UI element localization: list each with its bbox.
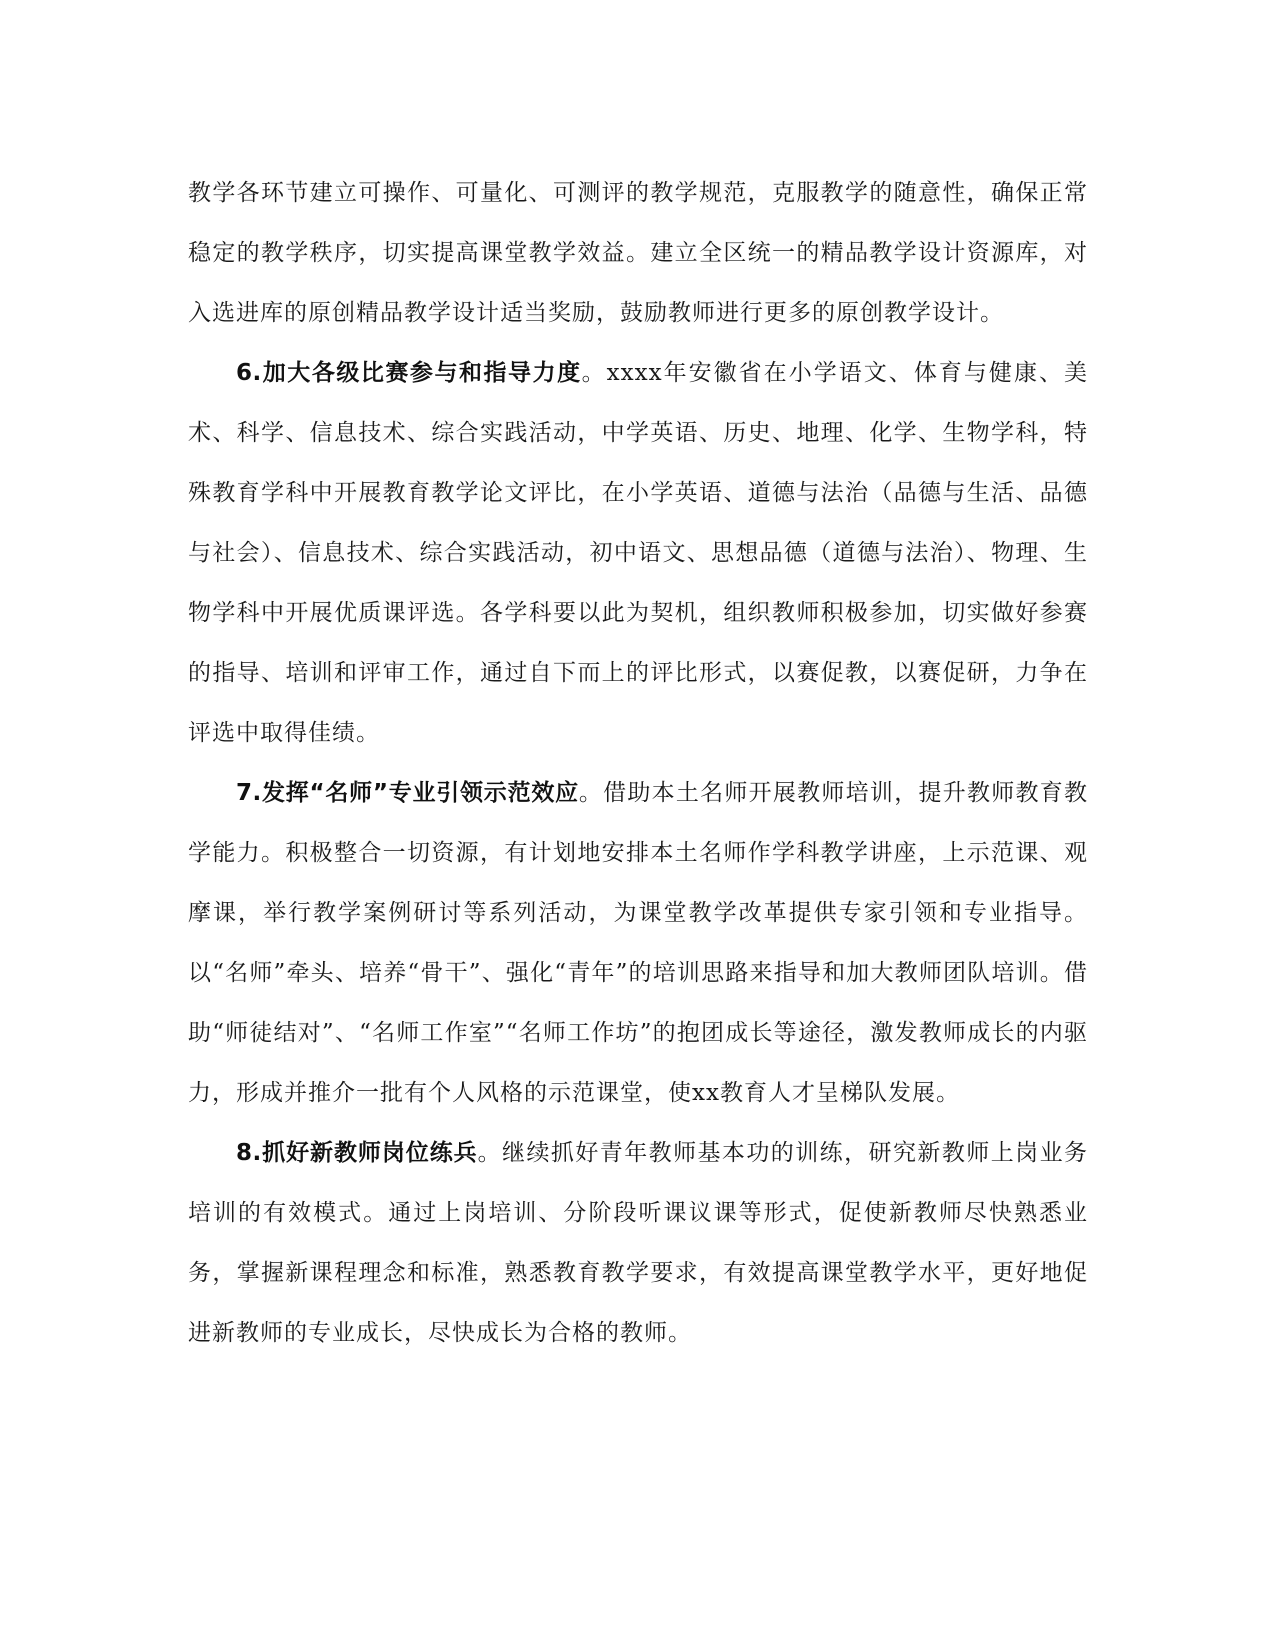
paragraph-text: 。继续抓好青年教师基本功的训练，研究新教师上岗业务培训的有效模式。通过上岗培训、分阶段听课议课等形式，促使新教师尽快熟悉业务，掌握新课程理念和标准，熟悉教育教学要求，有效提高课堂教学水平，更好地促进新教师的专业成长，尽快成长为合格的教师。 — [188, 1140, 1089, 1346]
paragraph-section-7 — [188, 763, 1088, 1123]
paragraph-text: 。借助本土名师开展教师培训，提升教师教育教学能力。积极整合一切资源，有计划地安排本土名师作学科教学讲座，上示范课、观摩课，举行教学案例研讨等系列活动，为课堂教学改革提供专家引领和专业指导。以“名师”牵头、培养“骨干”、强化“青年”的培训思路来指导和加大教师团队培训。借助“师徒结对”、“名师工作室”“名师工作坊”的抱团成长等途径，激发教师成长的内驱力，形成并推介一批有个人风格的示范课堂，使xx教育人才呈梯队发展。 — [188, 780, 1088, 1106]
section-heading-6: 6.加大各级比赛参与和指导力度 — [236, 360, 582, 386]
section-heading-8: 8.抓好新教师岗位练兵 — [236, 1140, 478, 1166]
section-heading-7: 7.发挥“名师”专业引领示范效应 — [236, 780, 579, 806]
document-body — [188, 163, 1088, 1363]
paragraph-section-8 — [188, 1123, 1088, 1363]
paragraph-text: 。xxxx年安徽省在小学语文、体育与健康、美术、科学、信息技术、综合实践活动，中学英语、历史、地理、化学、生物学科，特殊教育学科中开展教育教学论文评比，在小学英语、道德与法治（品德与生活、品德与社会）、信息技术、综合实践活动，初中语文、思想品德（道德与法治）、物理、生物学科中开展优质课评选。各学科要以此为契机，组织教师积极参加，切实做好参赛的指导、培训和评审工作，通过自下而上的评比形式，以赛促教，以赛促研，力争在评选中取得佳绩。 — [188, 360, 1088, 746]
paragraph-continuation — [188, 163, 1088, 343]
paragraph-section-6 — [188, 343, 1088, 763]
paragraph-text: 教学各环节建立可操作、可量化、可测评的教学规范，克服教学的随意性，确保正常稳定的教学秩序，切实提高课堂教学效益。建立全区统一的精品教学设计资源库，对入选进库的原创精品教学设计适当奖励，鼓励教师进行更多的原创教学设计。 — [188, 180, 1088, 326]
